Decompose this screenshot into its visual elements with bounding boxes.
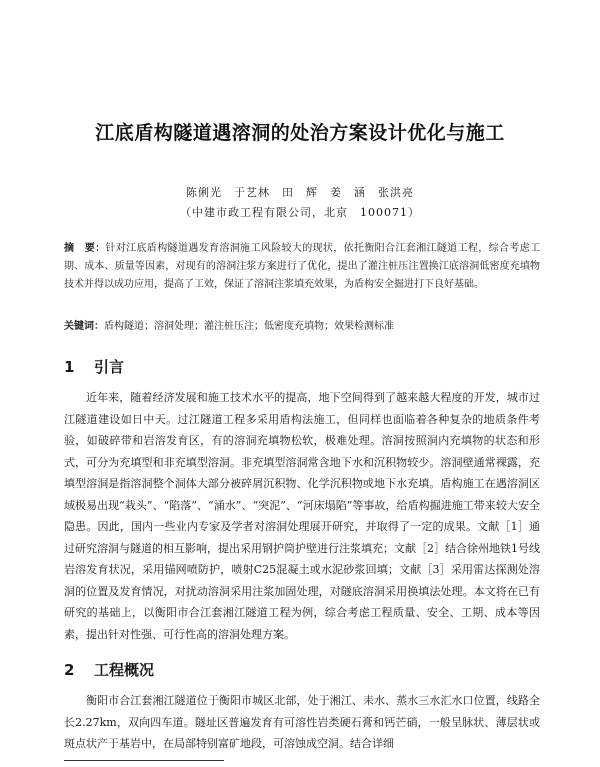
abstract-text: 针对江底盾构隧道遇发育溶洞施工风险较大的现状，依托衡阳合江套湘江隧道工程，综合考虑工期、成本、质量等因素，对现有的溶洞注浆方案进行了优化，提出了灌注桩压注置换江底溶洞低密度充填物技术并得以成功应用，提高了工效，保证了溶洞注浆填充效果，为盾构安全掘进打下良好基础。 <box>64 243 541 290</box>
section-number: 2 <box>64 661 75 679</box>
keywords <box>64 318 540 336</box>
section-title: 工程概况 <box>94 661 155 679</box>
section-heading-project-overview <box>64 659 154 680</box>
footnote-rule <box>64 760 224 761</box>
author-affiliation: （中建市政工程有限公司，北京 100071） <box>180 206 420 219</box>
section-heading-introduction <box>64 356 124 377</box>
author-list: 陈俐光 于艺林 田 辉 姜 涵 张洪亮 <box>186 186 414 199</box>
section-body-project-overview: 衡阳市合江套湘江隧道位于衡阳市城区北部，处于湘江、耒水、蒸水三水汇水口位置，线路全长2.27km，双向四车道。隧址区普遍发育有可溶性岩类硬石膏和钙芒硝，一般呈脉状、薄层状或斑点状产于基岩中，在局部特别富矿地段，可溶蚀成空洞。结合详细 <box>64 694 540 750</box>
section-body-introduction: 近年来，随着经济发展和施工技术水平的提高，地下空间得到了越来越大程度的开发，城市过江隧道建设如日中天。过江隧道工程多采用盾构法施工，但同样也面临着各种复杂的地质条件考验，如破碎带和岩溶发育区，有的溶洞充填物松软，极难处理。溶洞按照洞内充填物的状态和形式，可分为充填型和非充填型溶洞。非充填型溶洞常含地下水和沉积物较少。溶洞壁通常裸露，充填型溶洞是指溶洞整个洞体大部分被碎屑沉积物、化学沉积物或地下水充填。盾构施工在遇溶洞区域极易出现“栽头”、“陷落”、“涌水”、“突泥”、“河床塌陷”等事故，给盾构掘进施工带来较大安全隐患。因此，国内一些业内专家及学者对溶洞处理展开研究，并取得了一定的成果。文献［1］通过研究溶洞与隧道的相互影响，提出采用钢护筒护壁进行注浆填充；文献［2］结合徐州地铁1号线岩溶发育状况，采用锚网喷防护，喷射C25混凝土或水泥砂浆回填；文献［3］采用雷达探测处溶洞的位置及发育情况，对扰动溶洞采用注浆加固处理，对隧底溶洞采用换填法处理。本文将在已有研究的基础上，以衡阳市合江套湘江隧道工程为例，综合考虑工程质量、安全、工期、成本等因素，提出针对性强、可行性高的溶洞处理方案。 <box>64 391 540 641</box>
section-title: 引言 <box>94 358 125 376</box>
abstract-label: 摘 要： <box>64 243 106 254</box>
paper-title: 江底盾构隧道遇溶洞的处治方案设计优化与施工 <box>95 122 505 144</box>
abstract <box>64 240 540 294</box>
keywords-label: 关键词： <box>64 321 104 332</box>
keywords-text: 盾构隧道；溶洞处理；灌注桩压注；低密度充填物；效果检测标准 <box>104 321 394 332</box>
section-number: 1 <box>64 358 75 376</box>
